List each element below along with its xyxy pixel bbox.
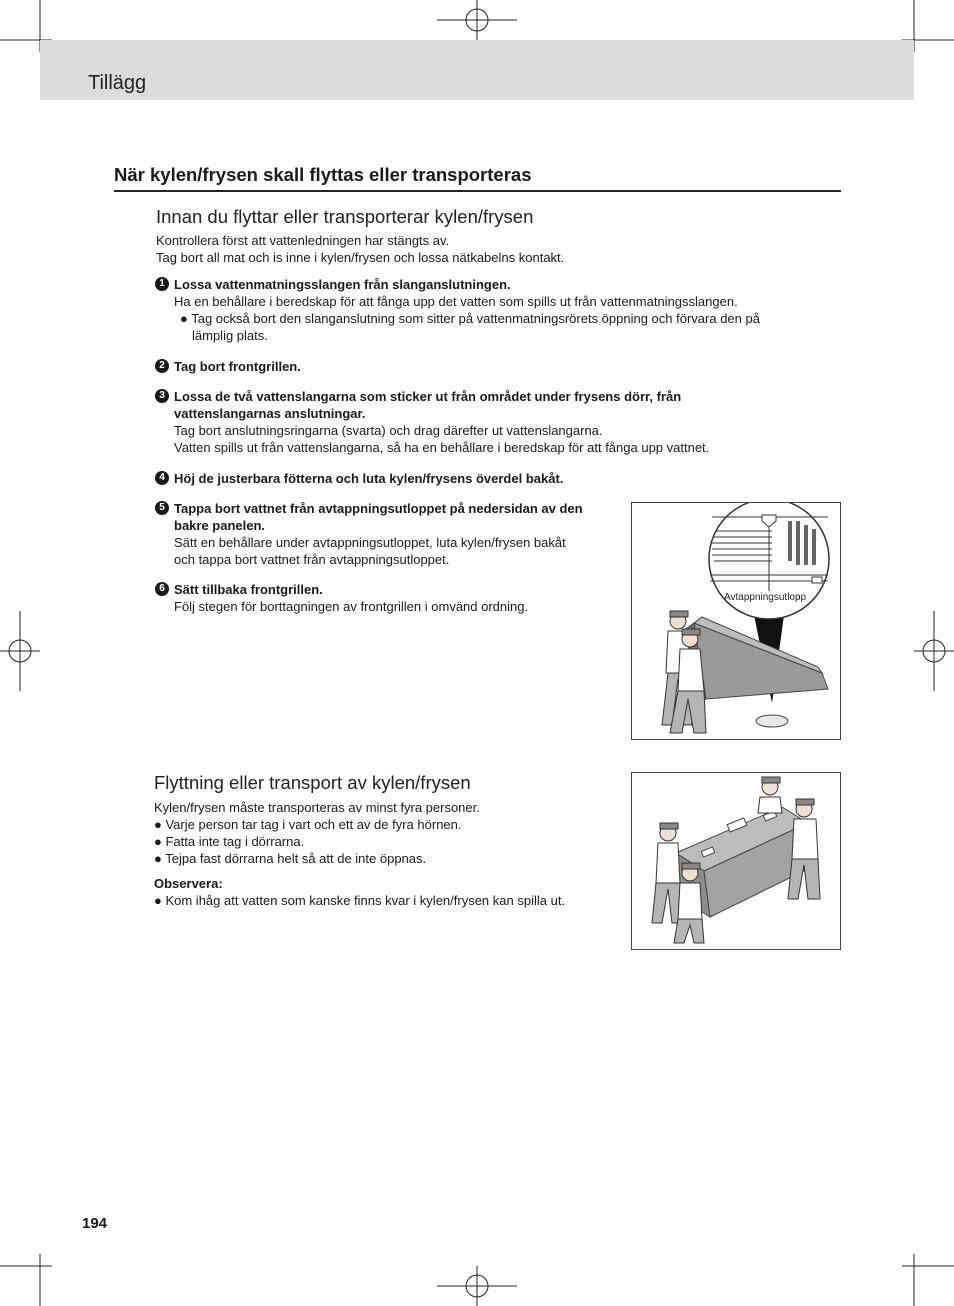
registration-mark-top	[437, 0, 517, 40]
section2-heading: Flyttning eller transport av kylen/frysen	[154, 772, 471, 793]
step-title: Höj de justerbara fötterna och luta kylen/frysens överdel bakåt.	[174, 471, 564, 486]
registration-mark-left	[0, 611, 40, 691]
step-bullet: ● Tag också bort den slanganslutning som sitter på vattenmatningsrörets öppning och förvara den på	[180, 311, 760, 326]
step-title: Tappa bort vattnet från avtappningsutloppet på nedersidan av den	[174, 501, 583, 516]
section2-bullet: ● Tejpa fast dörrarna helt så att de inte öppnas.	[154, 851, 427, 866]
section2-intro: Kylen/frysen måste transporteras av minst fyra personer.	[154, 800, 480, 815]
drain-outlet-label: Avtappningsutlopp	[724, 592, 807, 603]
intro-line: Tag bort all mat och is inne i kylen/frysen och lossa nätkabelns kontakt.	[156, 250, 565, 265]
registration-mark-bottom	[437, 1266, 517, 1306]
step-title: bakre panelen.	[174, 518, 266, 533]
section2-bullet: ● Varje person tar tag i vart och ett av de fyra hörnen.	[154, 817, 462, 832]
step-bullet: lämplig plats.	[192, 328, 268, 343]
step-number-1: 1	[155, 277, 169, 291]
section1-heading: Innan du flyttar eller transporterar kylen/frysen	[156, 206, 534, 227]
step-number-6: 6	[155, 582, 169, 596]
page-heading: När kylen/frysen skall flyttas eller transporteras	[114, 164, 532, 185]
step-title: Lossa de två vattenslangarna som sticker ut från området under frysens dörr, från	[174, 389, 682, 404]
carry-figure	[631, 772, 841, 950]
step-title: Lossa vattenmatningsslangen från slanganslutningen.	[174, 277, 511, 292]
section2-bullet: ● Fatta inte tag i dörrarna.	[154, 834, 305, 849]
fridge-tilt-illustration	[632, 503, 840, 739]
step-number-2: 2	[155, 359, 169, 373]
step-title: vattenslangarnas anslutningar.	[174, 406, 366, 421]
intro-line: Kontrollera först att vattenledningen har stängts av.	[156, 233, 450, 248]
step-text: Följ stegen för borttagningen av frontgrillen i omvänd ordning.	[174, 599, 529, 614]
page-number: 194	[82, 1215, 108, 1232]
heading-rule	[114, 190, 841, 192]
step-text: Tag bort anslutningsringarna (svarta) och drag därefter ut vattenslangarna.	[174, 423, 603, 438]
note-text: ● Kom ihåg att vatten som kanske finns kvar i kylen/frysen kan spilla ut.	[154, 893, 566, 908]
section-title: Tillägg	[88, 72, 147, 94]
step-number-5: 5	[155, 501, 169, 515]
step-text: Vatten spills ut från vattenslangarna, så ha en behållare i beredskap för att fånga upp vattnet.	[174, 440, 710, 455]
note-title: Observera:	[154, 876, 223, 891]
step-number-4: 4	[155, 471, 169, 485]
step-title: Tag bort frontgrillen.	[174, 359, 301, 374]
step-title: Sätt tillbaka frontgrillen.	[174, 582, 323, 597]
drain-figure	[631, 502, 841, 740]
four-person-carry-illustration	[632, 773, 840, 949]
step-text: Sätt en behållare under avtappningsutloppet, luta kylen/frysen bakåt	[174, 535, 566, 550]
header-band	[40, 40, 914, 100]
step-text: Ha en behållare i beredskap för att fånga upp det vatten som spills ut från vattenmatningsslangen.	[174, 294, 738, 309]
registration-mark-right	[914, 611, 954, 691]
step-text: och tappa bort vattnet från avtappningsutloppet.	[174, 552, 450, 567]
step-number-3: 3	[155, 389, 169, 403]
